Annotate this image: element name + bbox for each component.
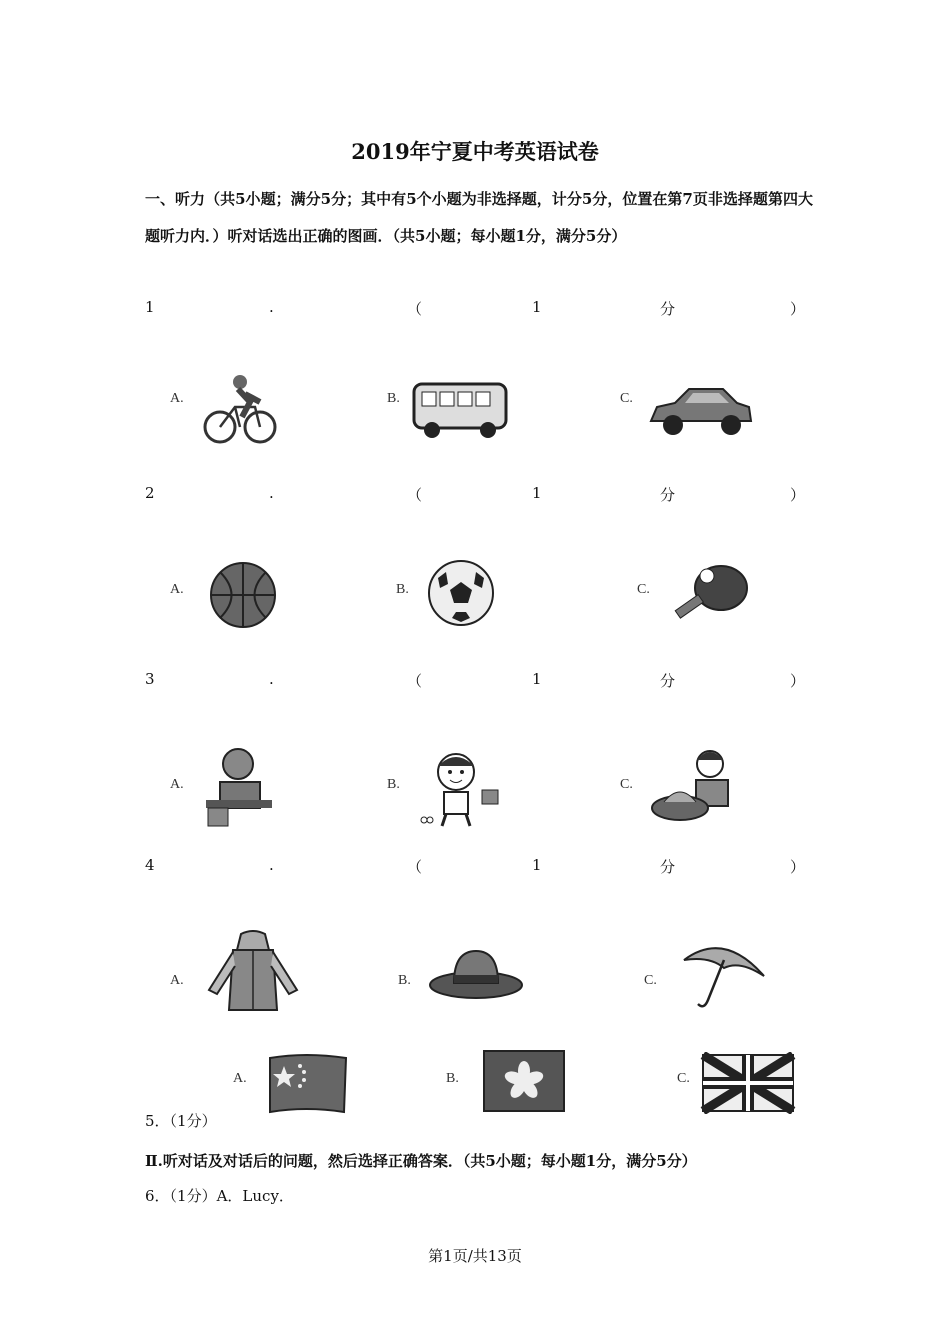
option-a-label: A. — [233, 1071, 247, 1086]
option-c-label: C. — [644, 973, 657, 988]
score-close-paren: ） — [790, 300, 806, 318]
score-close-paren: ） — [790, 672, 806, 690]
cyclist-icon — [200, 372, 280, 446]
question-dot: . — [269, 670, 274, 688]
score-close-paren: ） — [790, 486, 806, 504]
option-a-label: A. — [170, 777, 184, 792]
score-close-paren: ） — [790, 858, 806, 876]
boy-studying-icon — [198, 742, 278, 830]
question-number: 4 — [145, 856, 155, 874]
score-value: 1 — [532, 484, 542, 502]
hat-icon — [428, 945, 524, 1001]
score-open-paren: （ — [407, 486, 423, 504]
question-2-header — [145, 484, 806, 506]
question-number: 3 — [145, 670, 155, 688]
option-b-label: B. — [387, 777, 400, 792]
question-dot: . — [269, 856, 274, 874]
bus-icon — [410, 378, 510, 442]
score-unit: 分 — [660, 672, 676, 690]
option-a-label: A. — [170, 582, 184, 597]
section-1-instructions: 一、听力（共5小题；满分5分；其中有5个小题为非选择题，计分5分，位置在第7页非选择题第四大题听力内．）听对话选出正确的图画．（共5小题；每小题1分，满分5分） — [145, 190, 813, 245]
question-dot: . — [269, 298, 274, 316]
page-title: 2019年宁夏中考英语试卷 — [351, 139, 599, 164]
page-footer: 第1页/共13页 — [428, 1247, 522, 1265]
score-open-paren: （ — [407, 672, 423, 690]
football-icon — [426, 558, 496, 628]
question-number: 1 — [145, 298, 155, 316]
child-playing-icon — [416, 748, 508, 830]
score-value: 1 — [532, 670, 542, 688]
score-unit: 分 — [660, 858, 676, 876]
question-1-header — [145, 298, 806, 320]
china-flag-icon — [266, 1052, 350, 1116]
option-b-label: B. — [398, 973, 411, 988]
question-4-header — [145, 856, 806, 878]
score-unit: 分 — [660, 300, 676, 318]
section-2-instructions: Ⅱ.听对话及对话后的问题，然后选择正确答案．（共5小题；每小题1分，满分5分） — [145, 1152, 697, 1170]
question-5-label: 5．（1分） — [145, 1112, 217, 1130]
umbrella-icon — [680, 940, 768, 1012]
option-c-label: C. — [677, 1071, 690, 1086]
question-3-header — [145, 670, 806, 692]
question-number: 2 — [145, 484, 155, 502]
jacket-icon — [203, 930, 303, 1012]
score-open-paren: （ — [407, 858, 423, 876]
uk-flag-icon — [700, 1052, 796, 1114]
option-a-label: A. — [170, 973, 184, 988]
question-dot: . — [269, 484, 274, 502]
option-b-label: B. — [446, 1071, 459, 1086]
question-6-text: 6．（1分）A．Lucy． — [145, 1187, 294, 1205]
option-b-label: B. — [387, 391, 400, 406]
score-value: 1 — [532, 856, 542, 874]
car-icon — [645, 383, 755, 439]
score-unit: 分 — [660, 486, 676, 504]
option-c-label: C. — [637, 582, 650, 597]
score-value: 1 — [532, 298, 542, 316]
option-c-label: C. — [620, 777, 633, 792]
option-b-label: B. — [396, 582, 409, 597]
boy-washing-clothes-icon — [650, 746, 746, 828]
option-a-label: A. — [170, 391, 184, 406]
ping-pong-paddle-icon — [665, 562, 751, 628]
basketball-icon — [208, 560, 278, 630]
score-open-paren: （ — [407, 300, 423, 318]
hong-kong-flag-icon — [480, 1047, 568, 1115]
option-c-label: C. — [620, 391, 633, 406]
